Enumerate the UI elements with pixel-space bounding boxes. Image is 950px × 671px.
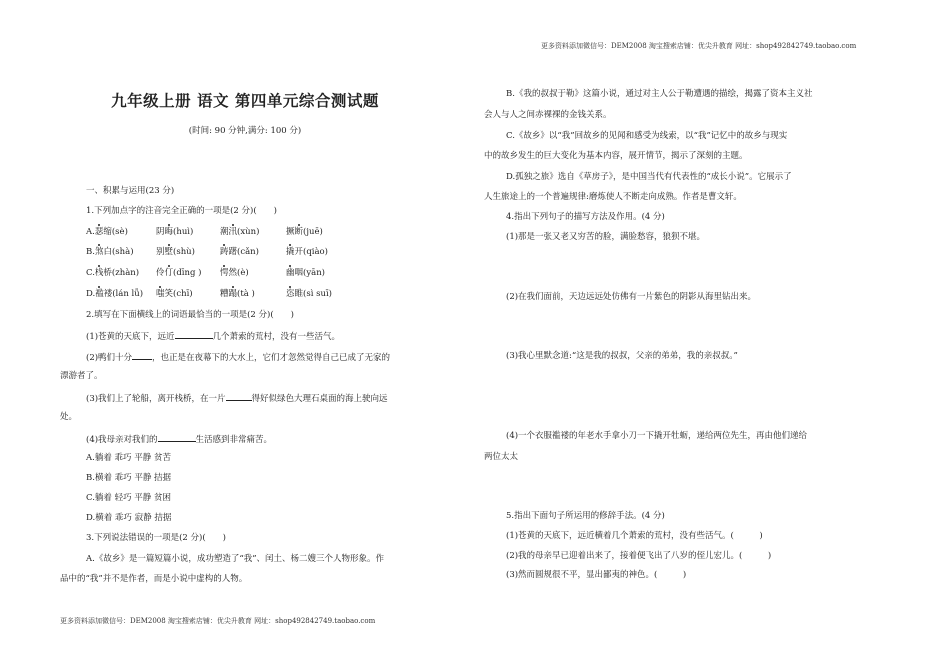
- emphasized-character: 嗤: [156, 289, 165, 299]
- question-2-sentence-1: [86, 329, 340, 343]
- question-3-option-d-cont: 人生旅途上的一个普遍规律:磨炼使人不断走向成熟。作者是曹文轩。: [484, 192, 742, 202]
- emphasized-character: 蹋: [228, 289, 238, 299]
- option-text: 伶: [156, 268, 165, 278]
- option-text: C.: [86, 268, 95, 278]
- answer-blank[interactable]: [175, 329, 213, 339]
- question-5-sentence-2: (2)我的母亲早已迎着出来了，接着便飞出了八岁的侄儿宏儿。( ): [506, 551, 772, 561]
- question-2-sentence-4: [86, 432, 272, 446]
- text: ，也正是在夜幕下的大水上，它们才忽然觉得自己已成了无家的: [152, 353, 391, 363]
- question-3-option-a: A.《故乡》是一篇短篇小说，成功塑造了“我”、闰土、杨二嫂三个人物形象。作: [86, 554, 385, 564]
- page-title: 九年级上册 语文 第四单元综合测试题: [111, 92, 379, 110]
- question-1-option-item: [86, 267, 139, 279]
- option-text: 潮: [220, 227, 229, 237]
- option-text: B.: [86, 247, 95, 257]
- option-text: 缩(sè): [103, 227, 128, 237]
- question-5-sentence-1: (1)苍黄的天底下，远近横着几个萧索的荒村，没有些活气。( ): [506, 531, 763, 541]
- question-4-sentence-2: (2)在我们面前，天边远远处仿佛有一片紫色的阴影从海里钻出来。: [506, 292, 757, 302]
- question-1-stem: 1.下列加点字的注音完全正确的一项是(2 分)( ): [86, 206, 277, 216]
- emphasized-character: 瑟: [94, 227, 104, 237]
- question-2-option-c: C.躺着 轻巧 平静 贫困: [86, 493, 172, 503]
- option-text: 别: [156, 247, 165, 257]
- option-text: 桥(zhàn): [103, 268, 140, 278]
- question-5-sentence-3: (3)然而圆规很不平，显出鄙夷的神色。( ): [506, 570, 687, 580]
- section-heading: 一、积累与运用(23 分): [86, 186, 175, 196]
- option-text: D.: [86, 289, 96, 299]
- question-1-option-item: [286, 267, 325, 279]
- emphasized-character: 墅: [164, 247, 174, 257]
- question-3-option-c: C.《故乡》以“我”回故乡的见闻和感受为线索，以“我”记忆中的故乡与现实: [506, 131, 788, 141]
- footer-note: 更多资料添加微信号：DEM2008 淘宝搜索店铺：优尖升教育 网址：shop492842749.taobao.com: [60, 617, 376, 625]
- text: 生活感到非常痛苦。: [195, 435, 273, 445]
- text: (2)鸭们十分: [86, 353, 133, 363]
- question-2-sentence-3: [86, 391, 388, 405]
- emphasized-character: 煞: [94, 247, 104, 257]
- text: 得好似绿色大理石桌面的海上驶向远: [251, 394, 388, 404]
- option-text: (xùn): [237, 227, 260, 237]
- text: (1)苍黄的天底下，远近: [86, 332, 175, 342]
- text: (3)我们上了轮船，离开栈桥，在一片: [86, 394, 226, 404]
- question-3-option-a-cont: 品中的“我”并不是作者，而是小说中虚构的人物。: [60, 574, 248, 584]
- header-note: 更多资料添加微信号：DEM2008 淘宝搜索店铺：优尖升教育 网址：shop492842749.taobao.com: [541, 42, 857, 50]
- option-text: (huì): [173, 227, 194, 237]
- option-text: (shù): [173, 247, 195, 257]
- answer-blank[interactable]: [132, 350, 152, 360]
- option-text: 糟: [220, 289, 229, 299]
- question-1-option-item: [86, 226, 128, 238]
- option-text: 咽(yān): [294, 268, 325, 278]
- question-1-option-item: [286, 226, 323, 238]
- option-text: 开(qiào): [294, 247, 328, 257]
- question-1-option-item: [286, 246, 328, 258]
- question-2-sentence-2: [86, 350, 390, 364]
- question-4-sentence-1: (1)那是一张又老又穷苦的脸，满脸愁容，狼狈不堪。: [506, 232, 706, 242]
- emphasized-character: 幽: [286, 268, 295, 278]
- question-1-option-item: [86, 246, 134, 258]
- option-text: 撅: [286, 227, 295, 237]
- option-text: 白(shà): [103, 247, 134, 257]
- question-1-option-item: [156, 267, 201, 279]
- question-4-sentence-4: (4)一个衣服褴褛的年老水手拿小刀一下撬开牡蛎，递给两位先生，再由他们递给: [506, 431, 808, 441]
- emphasized-character: 汛: [228, 227, 238, 237]
- emphasized-character: 撬: [286, 247, 295, 257]
- text: 几个萧索的荒村，没有一些活气。: [212, 332, 341, 342]
- question-1-option-item: [220, 226, 259, 238]
- question-2-sentence-3-cont: 处。: [60, 412, 78, 422]
- question-1-option-item: [86, 288, 143, 300]
- option-text: A.: [86, 227, 95, 237]
- emphasized-character: 踌: [220, 247, 229, 257]
- answer-blank[interactable]: [226, 391, 252, 401]
- question-3-option-c-cont: 中的故乡发生的巨大变化为基本内容，展开情节，揭示了深刻的主题。: [484, 151, 748, 161]
- question-2-option-a: A.躺着 乖巧 平静 贫苦: [86, 453, 171, 463]
- answer-blank[interactable]: [158, 432, 196, 442]
- option-text: 然(è): [228, 268, 249, 278]
- emphasized-character: 断: [294, 227, 304, 237]
- emphasized-character: 恣: [286, 289, 295, 299]
- question-1-option-item: [220, 288, 255, 300]
- text: (4)我母亲对我们的: [86, 435, 158, 445]
- option-text: 褛(lán lǚ): [103, 289, 144, 299]
- question-1-option-item: [220, 246, 259, 258]
- subtitle: (时间: 90 分钟,满分: 100 分): [188, 126, 302, 136]
- emphasized-character: 栈: [94, 268, 104, 278]
- option-text: 阴: [156, 227, 165, 237]
- emphasized-character: 晦: [164, 227, 174, 237]
- question-3-option-b: B.《我的叔叔于勒》这篇小说，通过对主人公于勒遭遇的描绘，揭露了资本主义社: [506, 89, 813, 99]
- option-text: (juē): [303, 227, 323, 237]
- question-4-sentence-4-cont: 两位太太: [484, 452, 519, 462]
- question-2-option-d: D.横着 乖巧 寂静 拮据: [86, 513, 172, 523]
- question-1-option-item: [220, 267, 249, 279]
- emphasized-character: 仃: [164, 268, 174, 278]
- question-3-stem: 3.下列说法错误的一项是(2 分)( ): [86, 533, 226, 543]
- question-2-option-b: B.横着 乖巧 平静 拮据: [86, 473, 172, 483]
- question-2-stem: 2.填写在下面横线上的词语最恰当的一项是(2 分)( ): [86, 310, 294, 320]
- question-1-option-item: [156, 246, 195, 258]
- question-1-option-item: [156, 226, 193, 238]
- emphasized-character: 愕: [220, 268, 229, 278]
- question-2-sentence-2-cont: 漂游者了。: [60, 371, 103, 381]
- question-3-option-b-cont: 会人与人之间赤裸裸的金钱关系。: [484, 110, 612, 120]
- question-1-option-item: [156, 288, 193, 300]
- question-4-sentence-3: (3)我心里默念道:“这是我的叔叔，父亲的弟弟，我的亲叔叔。”: [506, 351, 738, 361]
- question-4-stem: 4.指出下列句子的描写方法及作用。(4 分): [506, 212, 665, 222]
- option-text: (tà ): [237, 289, 255, 299]
- question-5-stem: 5.指出下面句子所运用的修辞手法。(4 分): [506, 511, 665, 521]
- option-text: 躇(cǎn): [228, 247, 259, 257]
- emphasized-character: 褴: [95, 289, 104, 299]
- option-text: 笑(chī): [164, 289, 193, 299]
- question-3-option-d: D.孤独之旅》选自《草房子》，是中国当代有代表性的“成长小说”。它展示了: [506, 172, 792, 182]
- question-1-option-item: [286, 288, 332, 300]
- option-text: 睢(sì suī): [294, 289, 332, 299]
- option-text: (dīng ): [173, 268, 202, 278]
